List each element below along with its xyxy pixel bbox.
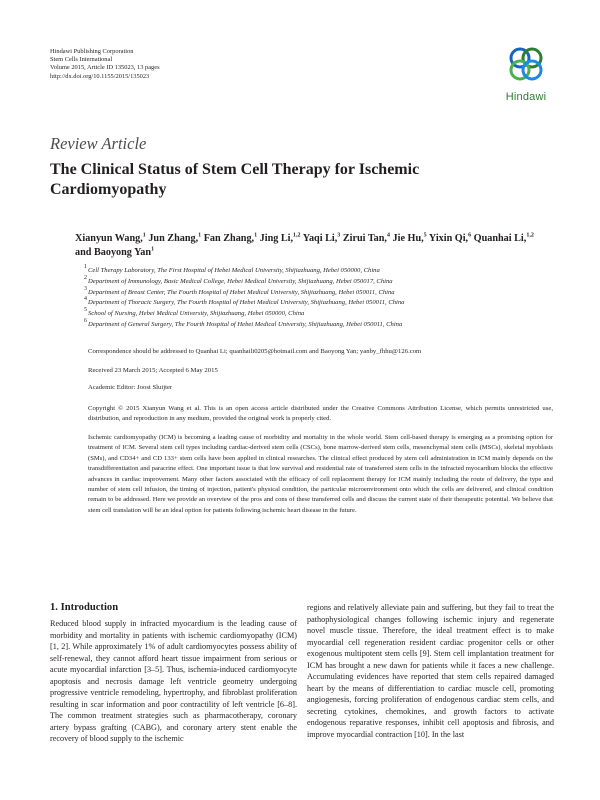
author-affiliation-mark: 4 <box>386 232 390 239</box>
section-heading: 1. Introduction <box>50 602 119 613</box>
body-column-right <box>307 602 554 740</box>
author-affiliation-mark: 6 <box>468 232 472 239</box>
publisher-name: Hindawi Publishing Corporation <box>50 48 134 55</box>
paper-title: The Clinical Status of Stem Cell Therapy for Ischemic Cardiomyopathy <box>50 161 420 198</box>
paragraph: Reduced blood supply in infracted myocardium is the leading cause of morbidity and mortality in patients with ischemic cardiomyopathy (ICM) [1, 2]. While approximately 1% of adult cardiomyocytes possess ability of self-renewal, they cannot afford heart tissue impairment from serious or acute myocardial infarction [3–5]. Thus, ischemia-induced cardiomyocyte apoptosis and necrosis damage left ventricle geometry undergoing progressive ventricle remodeling, hypertrophy, and fibroblast proliferation resulting in scar information and poor contractility of left ventricle [6–8]. The common treatment strategies such as pharmacotherapy, coronary artery bypass grafting (CABG), and coronary artery stent enable the recovery of blood supply to the ischemic <box>50 619 297 743</box>
author-list <box>75 232 545 261</box>
affiliation: 4 Department of Thoracic Surgery, The Fourth Hospital of Hebei Medical University, Shijiazhuang, Hebei 050011, China <box>84 296 405 307</box>
hindawi-rings-icon <box>506 44 546 84</box>
author-affiliation-mark: 5 <box>423 232 427 239</box>
affiliation: 6 Department of General Surgery, The Fourth Hospital of Hebei Medical University, Shijiazhuang, Hebei 050011, China <box>84 317 403 328</box>
affiliation: 5 School of Nursing, Hebei Medical University, Shijiazhuang, Hebei 050000, China <box>84 307 305 318</box>
paragraph: regions and relatively alleviate pain and suffering, but they fail to treat the pathophysiological changes following ischemic injury and regenerate novel muscle tissue. Therefore, the ideal treatment effect is to make myocardial cell regeneration resident cardiac progenitor cells or other exogenous multipotent stem cells [9]. Stem cell implantation treatment for ICM has brought a new dawn for patients while it faces a new challenge. Accumulating evidences have reported that stem cells repaired damaged heart by the means of differentiation to cardiac muscle cell, promoting angiogenesis, forcing proliferation of endogenous cardiac stem cells, and secreting cytokines, chemokines, and growth factors to activate endogenous reparative responses, inhibit cell apoptosis and fibrosis, and improve myocardial contraction [10]. In the last <box>307 603 554 739</box>
body-column-left <box>50 618 297 745</box>
volume-info: Volume 2015, Article ID 135023, 13 pages <box>50 64 160 72</box>
affiliation-text: Department of Immunology, Basic Medical College, Hebei Medical University, Shijiazhuang, Hebei 050017, China <box>88 277 393 285</box>
abstract: Ischemic cardiomyopathy (ICM) is becoming a leading cause of morbidity and mortality in the whole world. Stem cell-based therapy is emerging as a promising option for treatment of ICM. Several stem cell types including cardiac-derived stem cells (CSCs), bone marrow-derived stem cells, mesenchymal stem cells (MSCs), skeletal myoblasts (SMs), and CD34+ and CD 133+ stem cells have been applied in clinical researches. The clinical effect produced by stem cell administration in ICM mainly depends on the transdifferentiation and paracrine effect. One important issue is that low survival and residential rate of transferred stem cells in the infracted myocardium blocks the effective advances in cardiac improvement. Many other factors associated with the efficacy of cell replacement therapy for ICM mainly including the route of delivery, the type and number of stem cell infusion, the timing of injection, patient's physical condition, the particular microenvironment onto which the cells are delivered, and clinical condition remain to be addressed. Here we provide an overview of the pros and cons of these transferred cells and discuss the current state of their therapeutic potential. We believe that stem cell translation will be an ideal option for patients following ischemic heart disease in the future. <box>88 434 553 514</box>
author-affiliation-mark: 1,2 <box>293 232 301 239</box>
academic-editor: Academic Editor: Joost Sluijter <box>88 384 173 391</box>
author-affiliation-mark: 1 <box>151 247 155 254</box>
affiliation-text: School of Nursing, Hebei Medical University, Shijiazhuang, Hebei 050000, China <box>88 310 305 318</box>
author-affiliation-mark: 1 <box>142 232 146 239</box>
copyright-notice: Copyright © 2015 Xianyun Wang et al. This is an open access article distributed under the Creative Commons Attribution License, which permits unrestricted use, distribution, and reproduction in any medium, provided the original work is properly cited. <box>88 405 553 423</box>
journal-name: Stem Cells International <box>50 56 113 64</box>
author-name: Zirui Tan, <box>342 233 387 244</box>
logo-text: Hindawi <box>505 91 547 103</box>
hindawi-logo <box>500 44 552 103</box>
author-affiliation-mark: 1,2 <box>526 232 534 239</box>
affiliation: 3 Department of Breast Center, The Fourth Hospital of Hebei Medical University, Shijiazhuang, Hebei 050011, China <box>84 285 395 296</box>
author-affiliation-mark: 1 <box>198 232 202 239</box>
author-affiliation-mark: 1 <box>254 232 258 239</box>
author-name: Jing Li, <box>259 233 294 244</box>
author-name: Fan Zhang, <box>203 233 255 244</box>
affiliation-text: Department of Breast Center, The Fourth Hospital of Hebei Medical University, Shijiazhuang, Hebei 050011, China <box>88 288 395 296</box>
author-name: Quanhai Li, <box>473 233 527 244</box>
received-accepted-dates: Received 23 March 2015; Accepted 6 May 2015 <box>88 367 218 374</box>
affiliation-list <box>84 264 568 331</box>
article-type: Review Article <box>50 134 147 153</box>
author-name: Xianyun Wang, <box>75 233 143 244</box>
correspondence: Correspondence should be addressed to Quanhai Li; quanhaili0205@hotmail.com and Baoyong Yan; yanby_fhhu@126.com <box>88 348 422 355</box>
affiliation-text: Department of General Surgery, The Fourth Hospital of Hebei Medical University, Shijiazhuang, Hebei 050011, China <box>88 320 403 328</box>
author-name: Yaqi Li, <box>302 233 338 244</box>
affiliation-text: Cell Therapy Laboratory, The First Hospital of Hebei Medical University, Shijiazhuang, Hebei 050000, China <box>88 267 380 274</box>
author-affiliation-mark: 3 <box>337 232 341 239</box>
doi-link[interactable]: http://dx.doi.org/10.1155/2015/135023 <box>50 72 150 80</box>
author-name: Jie Hu, <box>392 233 424 244</box>
author-name: Yixin Qi, <box>428 233 469 244</box>
author-name: Jun Zhang, <box>148 233 199 244</box>
affiliation-text: Department of Thoracic Surgery, The Fourth Hospital of Hebei Medical University, Shijiazhuang, Hebei 050011, China <box>88 299 405 307</box>
author-name: and Baoyong Yan <box>75 247 152 259</box>
affiliation: 2 Department of Immunology, Basic Medical College, Hebei Medical University, Shijiazhuang, Hebei 050017, China <box>84 274 393 285</box>
affiliation: 1 Cell Therapy Laboratory, The First Hospital of Hebei Medical University, Shijiazhuang, Hebei 050000, China <box>84 264 380 274</box>
publication-info <box>50 48 160 81</box>
